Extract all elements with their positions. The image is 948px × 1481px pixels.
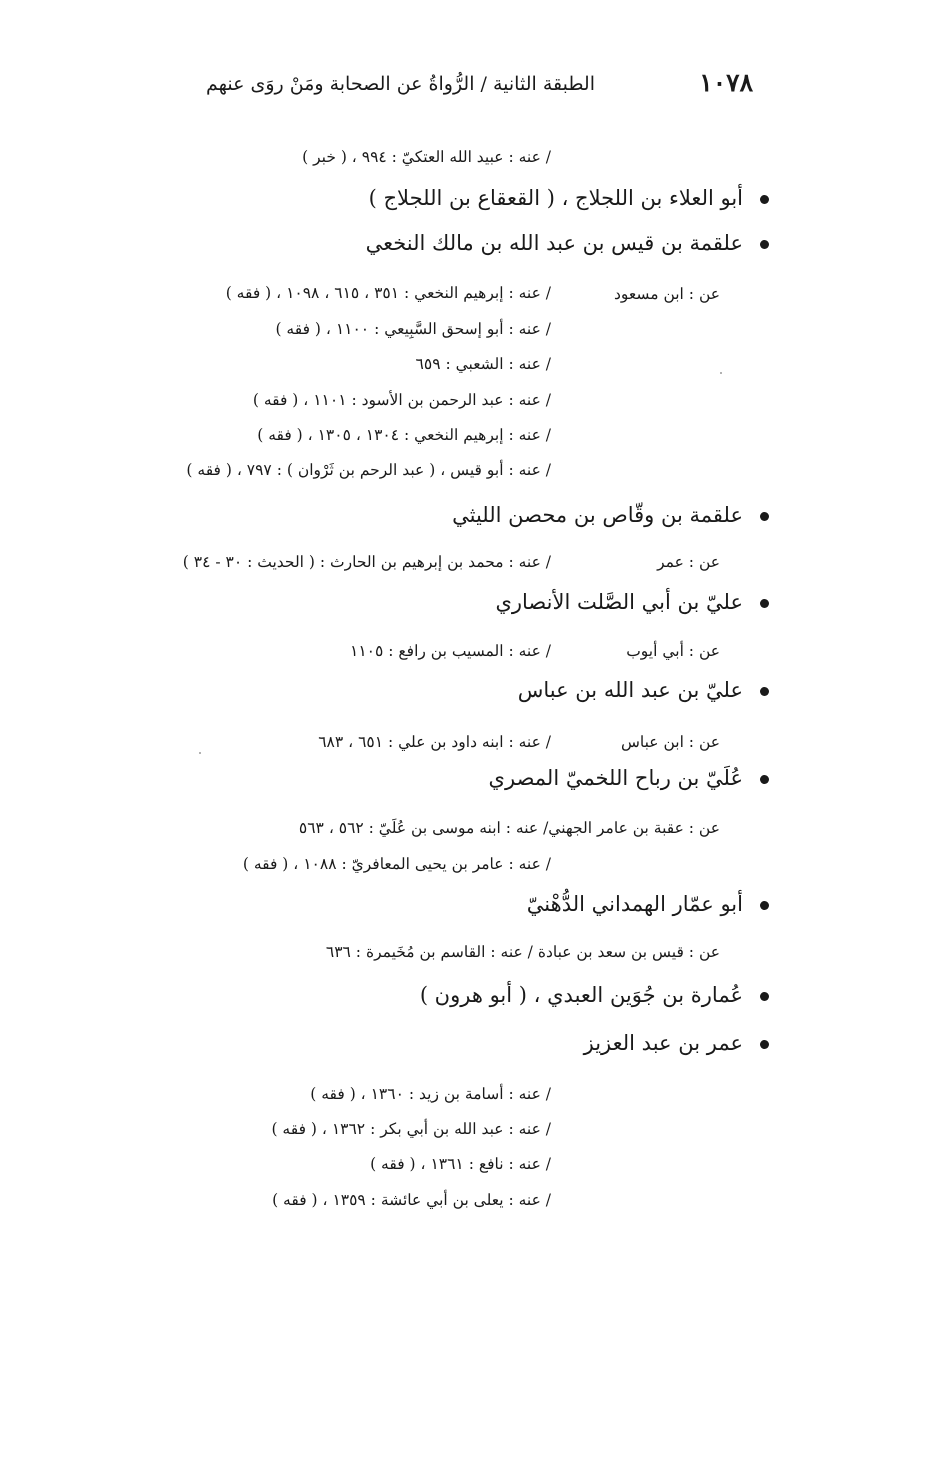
entry-bullet [760, 992, 769, 1001]
entry-name: عليّ بن أبي الصَّلت الأنصاري [495, 590, 743, 614]
entry-bullet [760, 240, 769, 249]
running-title: الطبقة الثانية / الرُّواةُ عن الصحابة ومَنْ روَى عنهم [205, 73, 595, 95]
source-line: عن : ابن مسعود [614, 285, 720, 303]
narrator-line: / عنه : إبرهيم النخعي : ٣٥١ ، ٦١٥ ، ١٠٩٨ ، ( فقه ) [225, 284, 551, 302]
narrator-line: عن : قيس بن سعد بن عبادة / عنه : القاسم بن مُخَيمرة : ٦٣٦ [325, 943, 720, 961]
narrator-line: / عنه : أبو إسحق السَّبِيعي : ١١٠٠ ، ( فقه ) [275, 320, 551, 338]
narrator-line: / عنه : عبد الله بن أبي بكر : ١٣٦٢ ، ( فقه ) [271, 1120, 551, 1138]
narrator-line: / عنه : عامر بن يحيى المعافريّ : ١٠٨٨ ، ( فقه ) [242, 855, 551, 873]
entry-name: أبو العلاء بن اللجلاج ، ( القعقاع بن اللجلاج ) [368, 186, 743, 210]
narrator-line: / عنه : نافع : ١٣٦١ ، ( فقه ) [370, 1155, 551, 1173]
entry-name: عُمارة بن جُوَين العبدي ، ( أبو هرون ) [419, 983, 743, 1007]
narrator-line: / عنه : عبيد الله العتكيّ : ٩٩٤ ، ( خبر ) [302, 148, 551, 166]
entry-bullet [760, 775, 769, 784]
entry-name: أبو عمّار الهمداني الدُّهْنيّ [526, 892, 743, 916]
entry-bullet [760, 195, 769, 204]
narrator-line: / عنه : محمد بن إبرهيم بن الحارث : ( الحديث : ٣٠ - ٣٤ ) [182, 553, 551, 571]
narrator-line: / عنه : الشعبي : ٦٥٩ [415, 355, 551, 373]
entry-name: علقمة بن قيس بن عبد الله بن مالك النخعي [365, 231, 743, 255]
source-line: عن : عمر [657, 553, 720, 571]
source-line: عن : أبي أيوب [626, 642, 720, 660]
entry-name: عمر بن عبد العزيز [583, 1031, 743, 1055]
page-number: ١٠٧٨ [699, 68, 753, 97]
entry-bullet [760, 901, 769, 910]
scan-speck [199, 752, 201, 754]
entry-name: علقمة بن وقّاص بن محصن الليثي [452, 503, 743, 527]
source-line: عن : ابن عباس [620, 733, 720, 751]
narrator-line: / عنه : يعلى بن أبي عائشة : ١٣٥٩ ، ( فقه ) [272, 1191, 551, 1209]
narrator-line: / عنه : ابنه داود بن علي : ٦٥١ ، ٦٨٣ [318, 733, 551, 751]
entry-name: عليّ بن عبد الله بن عباس [517, 678, 743, 702]
narrator-line: / عنه : إبرهيم النخعي : ١٣٠٤ ، ١٣٠٥ ، ( فقه ) [257, 426, 551, 444]
narrator-line: / عنه : أسامة بن زيد : ١٣٦٠ ، ( فقه ) [310, 1085, 551, 1103]
entry-bullet [760, 687, 769, 696]
entry-bullet [760, 512, 769, 521]
entry-name: عُلَيّ بن رباح اللخميّ المصري [488, 766, 743, 790]
scan-speck [720, 372, 722, 374]
narrator-line: / عنه : أبو قيس ، ( عبد الرحم بن ثَرْوان ) : ٧٩٧ ، ( فقه ) [186, 461, 551, 479]
narrator-line: / عنه : المسيب بن رافع : ١١٠٥ [350, 642, 551, 660]
entry-bullet [760, 599, 769, 608]
narrator-line: / عنه : عبد الرحمن بن الأسود : ١١٠١ ، ( فقه ) [252, 391, 551, 409]
entry-bullet [760, 1040, 769, 1049]
narrator-line: عن : عقبة بن عامر الجهني/ عنه : ابنه موسى بن عُلَيّ : ٥٦٢ ، ٥٦٣ [298, 819, 720, 837]
